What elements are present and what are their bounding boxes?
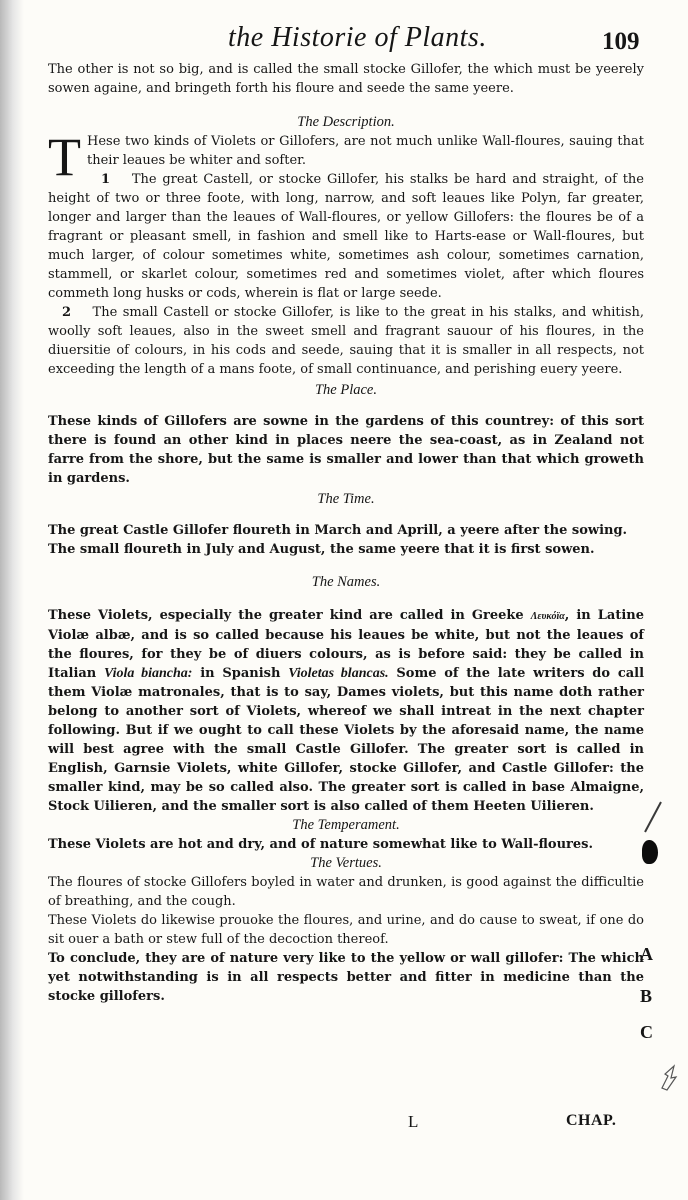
- names-text-2: , in Latine Violæ albæ, and is so called because his leaues be white, but not the leaues of the floures, for they be of diuers colours, as is before said: they be called in Italian: [48, 608, 644, 681]
- intro-paragraph: The other is not so big, and is called the small stocke Gillofer, the which must be yeerely sowen againe, and bringeth forth his floure and seede the same yeere.: [48, 62, 644, 96]
- heading-description: The Description.: [297, 114, 395, 130]
- margin-smudge: [658, 1062, 682, 1092]
- description-text: Hese two kinds of Violets or Gillofers, are not much unlike Wall-floures, sauing that their leaues be whiter and softer.: [87, 134, 644, 168]
- vertue-c: To conclude, they are of nature very like to the yellow or wall gillofer: The which yet notwithstanding is in all respects better and fitter in medicine than the stocke gillofers.: [48, 951, 644, 1004]
- time-line-2: The small floureth in July and August, the same yeere that it is first sowen.: [48, 542, 595, 557]
- heading-names: The Names.: [311, 574, 381, 590]
- margin-letter-a: A: [640, 944, 653, 964]
- spanish-name: Violetas blancas.: [288, 666, 389, 681]
- temperament-text: These Violets are hot and dry, and of nature somewhat like to Wall-floures.: [48, 837, 594, 852]
- body-text: [48, 60, 644, 1006]
- heading-vertues: The Vertues.: [310, 855, 382, 871]
- pen-mark: [644, 802, 662, 833]
- margin-letter-b: B: [640, 986, 653, 1006]
- names-text-4: Some of the late writers do call them Violæ matronales, that is to say, Dames violets, but this name doth rather belong to another sort of Violets, whereof we shall intreat in the next chapter following. But if we ought to call these Violets by the aforesaid name, the name will best agree with the small Castle Gillofer. The greater sort is called in English, Garnsie Violets, white Gillofer, stocke Gillofer, and Castle Gillofer: the smaller kind, may be so called also. The greater sort is called in base Almaigne, Stock Uilieren, and the smaller sort is also called of them Heeten Uilieren.: [48, 666, 645, 814]
- names-text-3: in Spanish: [200, 666, 281, 681]
- item-number-2: 2: [62, 305, 72, 320]
- item-1-text: The great Castell, or stocke Gillofer, his stalks be hard and straight, of the height of two or three foote, with long, narrow, and soft leaues like Polyn, far greater, longer and larger than the leaues of Wall-floures, or yellow Gillofers: the floures be of a fragrant or pleasant smell, in fashion and smell like to Harts-ease or Wall-floures, but much larger, of colour sometimes white, sometimes ash colour, sometimes carnation, stammell, or skarlet colour, sometimes red and sometimes violet, after which floures commeth long husks or cods, wherein is flat or large seede.: [48, 172, 644, 301]
- description-para: [48, 127, 644, 187]
- running-head: the Historie of Plants.: [228, 22, 487, 53]
- heading-temperament: The Temperament.: [292, 817, 400, 833]
- ink-blot: [642, 840, 658, 864]
- item-number-1: 1: [101, 172, 111, 187]
- description-item-2: [48, 303, 644, 379]
- italian-name: Viola biancha:: [104, 666, 193, 681]
- names-text: [48, 606, 644, 816]
- place-text: These kinds of Gillofers are sowne in the gardens of this countrey: of this sort there is found an other kind in places neere the sea-coast, as in Zealand not farre from the shore, but the same is smaller and lower than that which groweth in gardens.: [48, 414, 644, 486]
- vertue-b: These Violets do likewise prouoke the floures, and urine, and do cause to sweat, if one do sit ouer a bath or stew full of the decoction thereof.: [48, 913, 644, 947]
- heading-time: The Time.: [317, 491, 375, 507]
- catchword: CHAP.: [566, 1112, 617, 1129]
- signature-mark: L: [408, 1112, 419, 1131]
- page-gutter-shadow: [0, 0, 24, 1200]
- page-number: 109: [602, 28, 640, 55]
- time-line-1: The great Castle Gillofer floureth in March and Aprill, a yeere after the sowing.: [48, 523, 628, 538]
- margin-letter-c: C: [640, 1022, 653, 1042]
- names-text-1: These Violets, especially the greater kind are called in Greeke: [48, 608, 524, 623]
- vertue-a: The floures of stocke Gillofers boyled in water and drunken, is good against the difficultie of breathing, and the cough.: [48, 875, 644, 909]
- greek-name: Λευκόϊα: [530, 611, 565, 622]
- heading-place: The Place.: [314, 382, 377, 398]
- description-item-1: [48, 170, 644, 303]
- drop-cap: T: [48, 127, 81, 187]
- item-2-text: The small Castell or stocke Gillofer, is like to the great in his stalks, and whitish, woolly soft leaues, also in the sweet smell and fragrant sauour of his floures, in the diuersitie of colours, in his cods and seede, sauing that it is smaller in all respects, not exceeding the length of a mans foote, of small continuance, and perishing euery yeere.: [48, 305, 644, 377]
